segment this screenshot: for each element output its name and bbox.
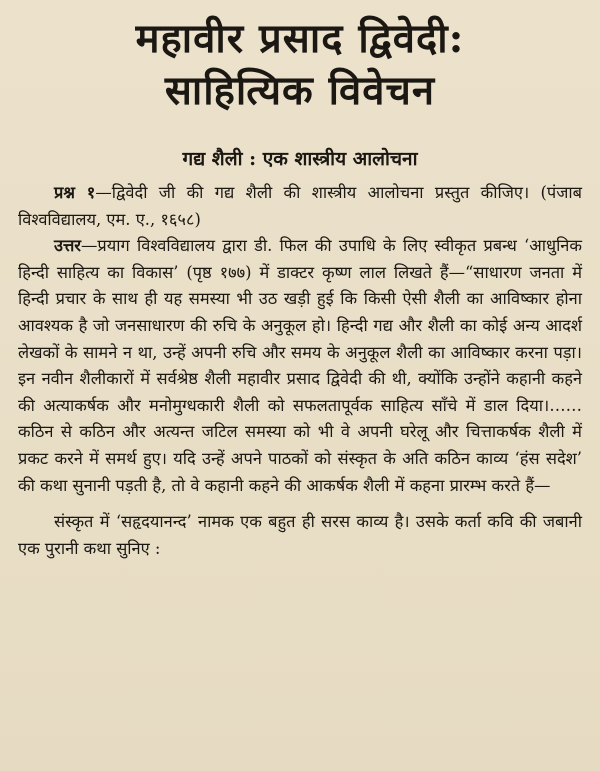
- closing-paragraph: संस्कृत में ‘सहृदयानन्द’ नामक एक बहुत ही सरस काव्य है। उसके कर्ता कवि की जबानी एक पुरानी कथा सुनिए :: [18, 512, 582, 558]
- answer-paragraph: [18, 233, 582, 499]
- page-title: [18, 14, 582, 116]
- answer-text: —प्रयाग विश्वविद्यालय द्वारा डी. फिल की उपाधि के लिए स्वीकृत प्रबन्ध ‘आधुनिक हिन्दी साहित्य का विकास’ (पृष्ठ १७७) में डाक्टर कृष्ण लाल लिखते हैं—“साधारण जनता में हिन्दी प्रचार के साथ ही यह समस्या भी उठ खड़ी हुई कि किसी ऐसी शैली का आविष्कार होना आवश्यक है जो जनसाधारण की रुचि के अनुकूल हो। हिन्दी गद्य और शैली का कोई अन्य आदर्श लेखकों के सामने न था, उन्हें अपनी रुचि और समय के अनुकूल शैली का आविष्कार करना पड़ा। इन नवीन शैलीकारों में सर्वश्रेष्ठ शैली महावीर प्रसाद द्विवेदी की थी, क्योंकि उन्होंने कहानी कहने की अत्याकर्षक और मनोमुग्धकारी शैली को सफलतापूर्वक साहित्य साँचे में डाल दिया।……कठिन से कठिन और अत्यन्त जटिल समस्या को भी वे अपनी घरेलू और चित्ताकर्षक शैली में प्रकट करने में समर्थ हुए। यदि उन्हें अपने पाठकों को संस्कृत के अति कठिन काव्य ‘हंस सदेश’ की कथा सुनानी पड़ती है, तो वे कहानी कहने की आकर्षक शैली में कहना प्रारम्भ करते हैं—: [18, 236, 582, 495]
- question-text: —द्विवेदी जी की गद्य शैली की शास्त्रीय आलोचना प्रस्तुत कीजिए। (पंजाब विश्वविद्यालय, एम. ए., १६५८): [18, 183, 582, 229]
- section-heading: गद्य शैली : एक शास्त्रीय आलोचना: [182, 148, 418, 170]
- answer-label: उत्तर: [54, 236, 82, 256]
- title-line-1: महावीर प्रसाद द्विवेदी:: [135, 15, 465, 62]
- question-label: प्रश्न १: [54, 183, 96, 202]
- paragraph-gap: [18, 499, 582, 509]
- title-line-2: साहित्यिक विवेचन: [164, 67, 436, 114]
- question-paragraph: [18, 180, 582, 233]
